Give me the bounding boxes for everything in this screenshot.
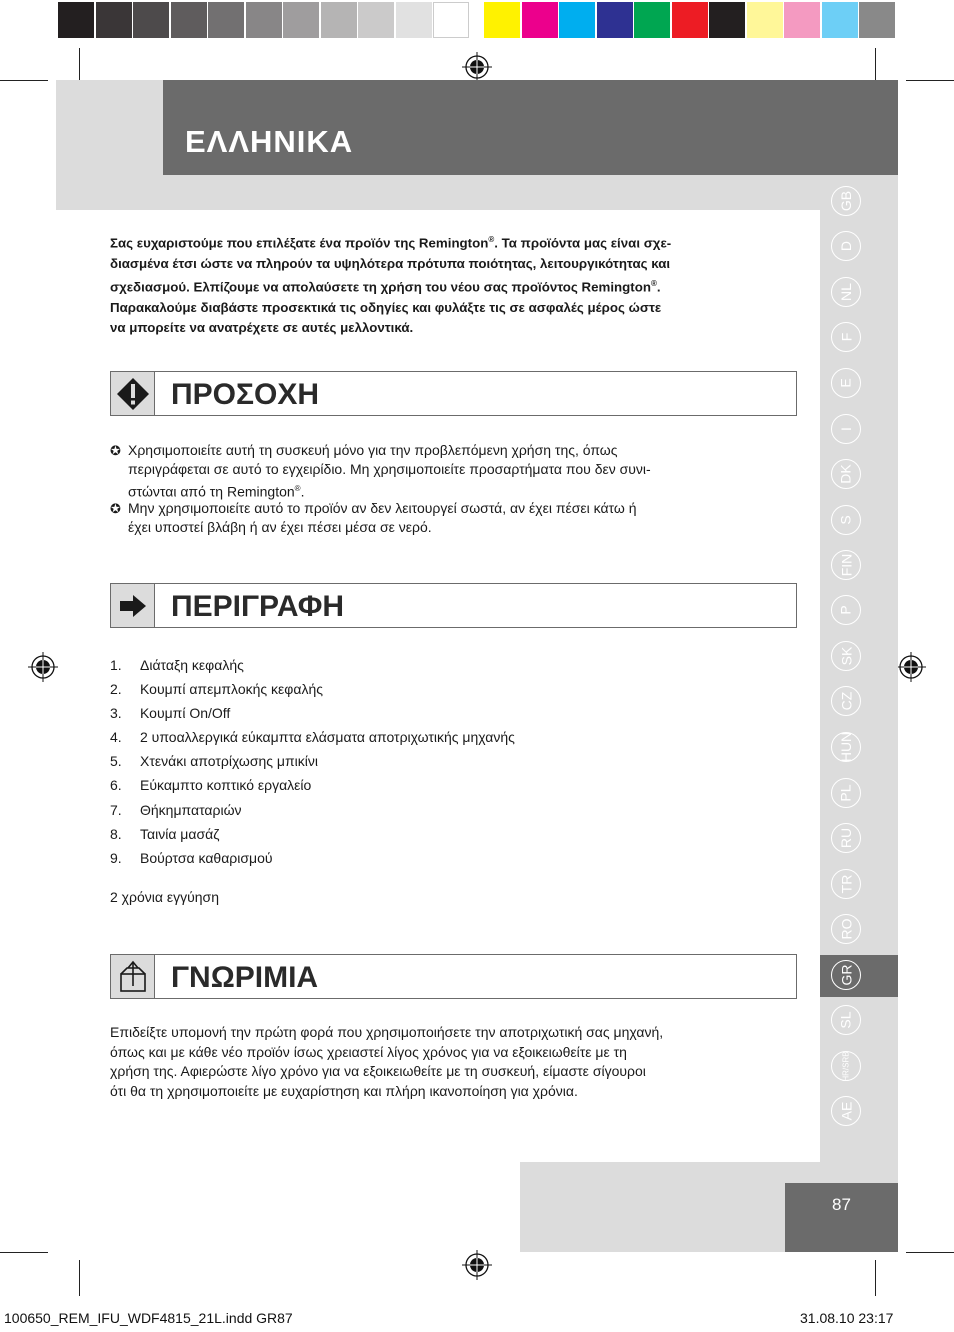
list-item — [110, 729, 710, 753]
caution-bullet — [110, 499, 800, 537]
language-tab-ae — [831, 1096, 861, 1126]
color-swatch — [208, 2, 244, 38]
section-title: ΠΡΟΣΟΧΗ — [171, 378, 320, 411]
language-tab-f — [831, 322, 861, 352]
language-tab-label: RO — [838, 918, 854, 940]
page-number-box — [785, 1183, 898, 1252]
warning-icon — [111, 372, 155, 415]
section-caution — [110, 371, 797, 416]
intro-line: να μπορείτε να ανατρέχετε σε αυτές μελλοντικά. — [110, 320, 414, 336]
list-item-number: 5. — [110, 753, 122, 770]
language-tab-gb — [831, 186, 861, 216]
language-tab-label: SL — [838, 1011, 854, 1029]
crop-mark — [79, 1260, 80, 1296]
language-tab-label: S — [838, 515, 854, 525]
color-swatch — [358, 2, 394, 38]
list-item — [110, 657, 710, 681]
list-item-text: Θήκημπαταριών — [140, 801, 242, 818]
intro-paragraph — [110, 230, 800, 338]
getting-to-know-paragraph — [110, 1023, 800, 1101]
frame-band — [56, 175, 898, 210]
registration-mark-icon — [28, 652, 58, 682]
language-tab-label: NL — [838, 283, 854, 301]
registered-mark: ® — [294, 484, 301, 493]
language-tab-gr — [831, 960, 861, 990]
language-tab-label: AE — [838, 1101, 854, 1121]
list-item-text: Εύκαμπτο κοπτικό εργαλείο — [140, 777, 312, 794]
list-item — [110, 850, 710, 874]
color-swatch — [822, 2, 858, 38]
color-swatch — [283, 2, 319, 38]
language-tab-label: I — [837, 427, 854, 431]
language-tab-label: HR/SRB — [841, 1050, 851, 1082]
crop-mark — [0, 80, 48, 81]
color-swatch — [709, 2, 745, 38]
list-item-number: 8. — [110, 825, 122, 842]
list-item-number: 7. — [110, 801, 122, 818]
language-tab-label: P — [838, 605, 854, 615]
intro-line: Παρακαλούμε διαβάστε προσεκτικά τις οδηγίες και φυλάξτε τις σε ασφαλές μέρος ώστε — [110, 299, 662, 315]
language-tab-hr-srb — [831, 1051, 861, 1081]
language-tab-ru — [831, 823, 861, 853]
language-tab-s — [831, 505, 861, 535]
list-item — [110, 826, 710, 850]
language-tab-cz — [831, 686, 861, 716]
section-description — [110, 583, 797, 628]
list-item — [110, 705, 710, 729]
paragraph-line: ότι θα τη χρησιμοποιείτε με ευχαρίστηση και πλήρη ικανοποίηση για χρόνια. — [110, 1082, 578, 1099]
bullet-marker-icon: ✪ — [110, 501, 121, 516]
list-item-number: 1. — [110, 657, 122, 673]
color-swatch — [859, 2, 895, 38]
crop-mark — [875, 1260, 876, 1296]
language-tab-pl — [831, 778, 861, 808]
registration-mark-icon — [896, 652, 926, 682]
list-item-text: Κουμπί On/Off — [140, 705, 231, 722]
crop-mark — [875, 48, 876, 80]
language-tab-sl — [831, 1005, 861, 1035]
section-title: ΓΝΩΡΙΜΙΑ — [171, 961, 319, 994]
language-tab-label: TR — [837, 874, 854, 894]
bullet-line: έχει υποστεί βλάβη ή αν έχει πέσει μέσα σε νερό. — [128, 519, 432, 535]
language-tab-label: DK — [837, 464, 854, 484]
list-item — [110, 753, 710, 777]
language-tab-sk — [831, 641, 861, 671]
list-item — [110, 777, 710, 801]
language-tab-label: RU — [837, 827, 854, 849]
caution-bullet — [110, 441, 800, 502]
color-swatch — [597, 2, 633, 38]
language-tab-i — [831, 414, 861, 444]
page-title: ΕΛΛΗΝΙΚΑ — [185, 124, 354, 159]
language-tab-d — [831, 231, 861, 261]
language-tab-e — [831, 368, 861, 398]
section-getting-to-know — [110, 954, 797, 999]
list-item-text: Κουμπί απεμπλοκής κεφαλής — [140, 681, 323, 698]
section-title: ΠΕΡΙΓΡΑΦΗ — [171, 590, 344, 623]
language-tab-ro — [831, 914, 861, 944]
language-tab-label: F — [838, 332, 854, 342]
color-swatch — [672, 2, 708, 38]
intro-line: Σας ευχαριστούμε που επιλέξατε ένα προϊόν της Remington — [110, 235, 489, 251]
language-tab-label: E — [838, 378, 854, 388]
color-swatch — [559, 2, 595, 38]
crop-mark — [0, 1252, 48, 1253]
bullet-line: . — [300, 483, 305, 500]
language-tab-label: GR — [838, 964, 854, 986]
color-swatch — [133, 2, 169, 38]
list-item-text: 2 υποαλλεργικά εύκαμπτα ελάσματα αποτριχωτικής μηχανής — [140, 729, 515, 746]
crop-mark — [906, 80, 954, 81]
list-item-text: Βούρτσα καθαρισμού — [140, 849, 273, 866]
intro-line: διασμένα έτσι ώστε να πληρούν τα υψηλότερα πρότυπα ποιότητας, λειτουργικότητας και — [110, 255, 671, 271]
color-swatch — [58, 2, 94, 38]
color-swatch — [634, 2, 670, 38]
language-tab-label: CZ — [837, 691, 854, 711]
list-item-number: 9. — [110, 849, 122, 866]
color-swatch — [171, 2, 207, 38]
color-swatch — [784, 2, 820, 38]
registration-mark-icon — [462, 1250, 492, 1280]
registration-mark-icon — [462, 52, 492, 82]
language-tab-dk — [831, 459, 861, 489]
bullet-line: στώνται από τη Remington — [128, 483, 295, 500]
language-tab-nl — [831, 277, 861, 307]
registered-mark: ® — [650, 279, 657, 289]
page-number: 87 — [832, 1195, 851, 1214]
paragraph-line: Επιδείξτε υπομονή την πρώτη φορά που χρησιμοποιήσετε την αποτριχωτική σας μηχανή, — [110, 1024, 664, 1040]
registered-mark: ® — [488, 235, 495, 244]
warranty-text: 2 χρόνια εγγύηση — [110, 889, 219, 905]
color-swatch — [433, 2, 469, 38]
list-item — [110, 802, 710, 826]
parts-list — [110, 657, 710, 874]
color-swatch — [96, 2, 132, 38]
crop-mark — [906, 1252, 954, 1253]
bullet-marker-icon: ✪ — [110, 443, 121, 458]
color-swatch — [747, 2, 783, 38]
intro-line: . Τα προϊόντα μας είναι σχε- — [494, 235, 672, 251]
language-tab-label: D — [838, 240, 854, 252]
color-swatch — [246, 2, 282, 38]
language-tab-label: FIN — [838, 553, 854, 577]
footer-filename: 100650_REM_IFU_WDF4815_21L.indd GR87 — [4, 1310, 293, 1326]
crop-mark — [79, 48, 80, 80]
language-tab-hun — [831, 732, 861, 762]
list-item-text: Ταινία μασάζ — [140, 825, 220, 842]
language-tab-fin — [831, 550, 861, 580]
language-tab-label: GB — [837, 190, 854, 212]
intro-line: σχεδιασμού. Ελπίζουμε να απολαύσετε τη χρήση του νέου σας προϊόντος Remington — [110, 279, 651, 295]
color-swatch — [484, 2, 520, 38]
bullet-line: Μην χρησιμοποιείτε αυτό το προϊόν αν δεν λειτουργεί σωστά, αν έχει πέσει κάτω ή — [128, 500, 637, 516]
bullet-line: περιγράφεται σε αυτό το εγχειρίδιο. Μη χρησιμοποιείτε προσαρτήματα που δεν συνι- — [128, 461, 651, 477]
list-item-text: Διάταξη κεφαλής — [140, 657, 244, 673]
list-item — [110, 681, 710, 705]
color-swatch — [396, 2, 432, 38]
list-item-text: Χτενάκι αποτρίχωσης μπικίνι — [140, 753, 318, 770]
language-tab-label: SK — [838, 646, 854, 666]
language-tab-tr — [831, 869, 861, 899]
paragraph-line: όπως και με κάθε νέο προϊόν ίσως χρειαστεί λίγος χρόνος για να εξοικειωθείτε με τη — [110, 1043, 627, 1060]
language-tab-p — [831, 595, 861, 625]
intro-line: . — [656, 279, 661, 295]
arrow-right-icon — [111, 584, 155, 627]
list-item-number: 3. — [110, 705, 122, 722]
list-item-number: 6. — [110, 777, 122, 794]
list-item-number: 2. — [110, 681, 122, 698]
bullet-line: Χρησιμοποιείτε αυτή τη συσκευή μόνο για την προβλεπόμενη χρήση της, όπως — [128, 442, 618, 458]
language-tab-label: HUN — [838, 731, 854, 763]
paragraph-line: χρήση της. Αφιερώστε λίγο χρόνο για να εξοικειωθείτε με τη συσκευή, είμαστε σίγουροι — [110, 1063, 646, 1079]
list-item-number: 4. — [110, 729, 122, 746]
color-swatch — [522, 2, 558, 38]
footer-date: 31.08.10 23:17 — [800, 1310, 894, 1326]
product-box-icon — [111, 955, 155, 998]
language-tab-label: PL — [838, 784, 854, 802]
color-swatch — [321, 2, 357, 38]
